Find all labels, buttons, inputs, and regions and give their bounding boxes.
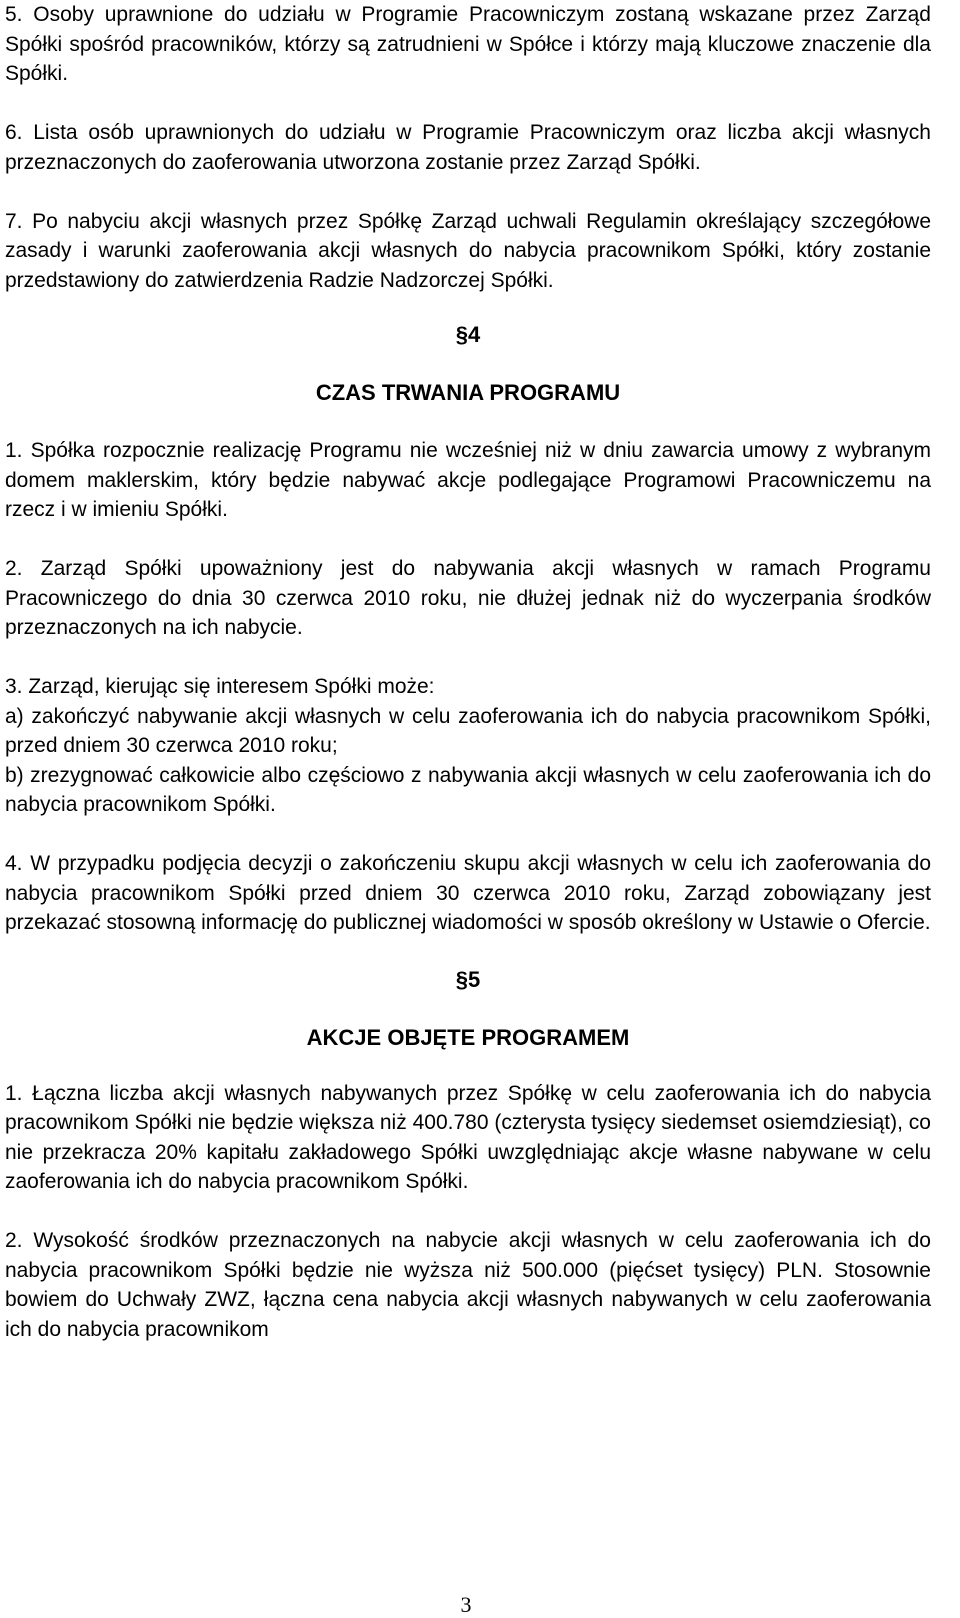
- section-4-paragraph-3-a: a) zakończyć nabywanie akcji własnych w celu zaoferowania ich do nabycia pracownikom Spółki, przed dniem 30 czerwca 2010 roku;: [5, 704, 931, 757]
- section-4-mark: §4: [455, 322, 481, 347]
- section-4-paragraph-3-intro: 3. Zarząd, kierując się interesem Spółki może:: [5, 675, 435, 698]
- page-number: 3: [460, 1592, 472, 1617]
- section-5-title: AKCJE OBJĘTE PROGRAMEM: [306, 1024, 630, 1050]
- section-4-paragraph-4: 4. W przypadku podjęcia decyzji o zakończeniu skupu akcji własnych w celu ich zaoferowania do nabycia pracownikom Spółki przed dniem 30 czerwca 2010 roku, Zarząd zobowiązany jest przekazać stosowną informację do publicznej wiadomości w sposób określony w Ustawie o Ofercie.: [5, 852, 931, 934]
- paragraph-5: 5. Osoby uprawnione do udziału w Programie Pracowniczym zostaną wskazane przez Zarząd Spółki spośród pracowników, którzy są zatrudnieni w Spółce i którzy mają kluczowe znaczenie dla Spółki.: [5, 3, 931, 85]
- section-4-title: CZAS TRWANIA PROGRAMU: [315, 380, 621, 405]
- paragraph-7: 7. Po nabyciu akcji własnych przez Spółkę Zarząd uchwali Regulamin określający szczegółowe zasady i warunki zaoferowania akcji własnych do nabycia pracownikom Spółki, który zostanie przedstawiony do zatwierdzenia Radzie Nadzorczej Spółki.: [5, 209, 931, 292]
- document-page: [5, 0, 931, 1344]
- section-5-mark: §5: [455, 966, 481, 992]
- section-4-paragraph-3-b: b) zrezygnować całkowicie albo częściowo z nabywania akcji własnych w celu zaoferowania ich do nabycia pracownikom Spółki.: [5, 763, 931, 816]
- section-5-paragraph-2: 2. Wysokość środków przeznaczonych na nabycie akcji własnych w celu zaoferowania ich do nabycia pracownikom Spółki będzie nie wyższa niż 500.000 (pięćset tysięcy) PLN. Stosownie bowiem do Uchwały ZWZ, łączna cena nabycia akcji własnych nabywanych w celu zaoferowania ich do nabycia pracownikom: [5, 1229, 931, 1341]
- section-4-paragraph-2: 2. Zarząd Spółki upoważniony jest do nabywania akcji własnych w ramach Programu Pracowniczego do dnia 30 czerwca 2010 roku, nie dłużej jednak niż do wyczerpania środków przeznaczonych na ich nabycie.: [5, 557, 931, 639]
- section-5-paragraph-1: 1. Łączna liczba akcji własnych nabywanych przez Spółkę w celu zaoferowania ich do nabycia pracownikom Spółki nie będzie większa niż 400.780 (czterysta tysięcy siedemset osiemdziesiąt), co nie przekracza 20% kapitału zakładowego Spółki uwzględniając akcje własne nabywane w celu zaoferowania ich do nabycia pracownikom Spółki.: [5, 1081, 931, 1193]
- section-4-paragraph-1: 1. Spółka rozpocznie realizację Programu nie wcześniej niż w dniu zawarcia umowy z wybranym domem maklerskim, który będzie nabywać akcje podlegające Programowi Pracowniczemu na rzecz i w imieniu Spółki.: [5, 439, 931, 521]
- paragraph-6: 6. Lista osób uprawnionych do udziału w Programie Pracowniczym oraz liczba akcji własnych przeznaczonych do zaoferowania utworzona zostanie przez Zarząd Spółki.: [5, 121, 931, 174]
